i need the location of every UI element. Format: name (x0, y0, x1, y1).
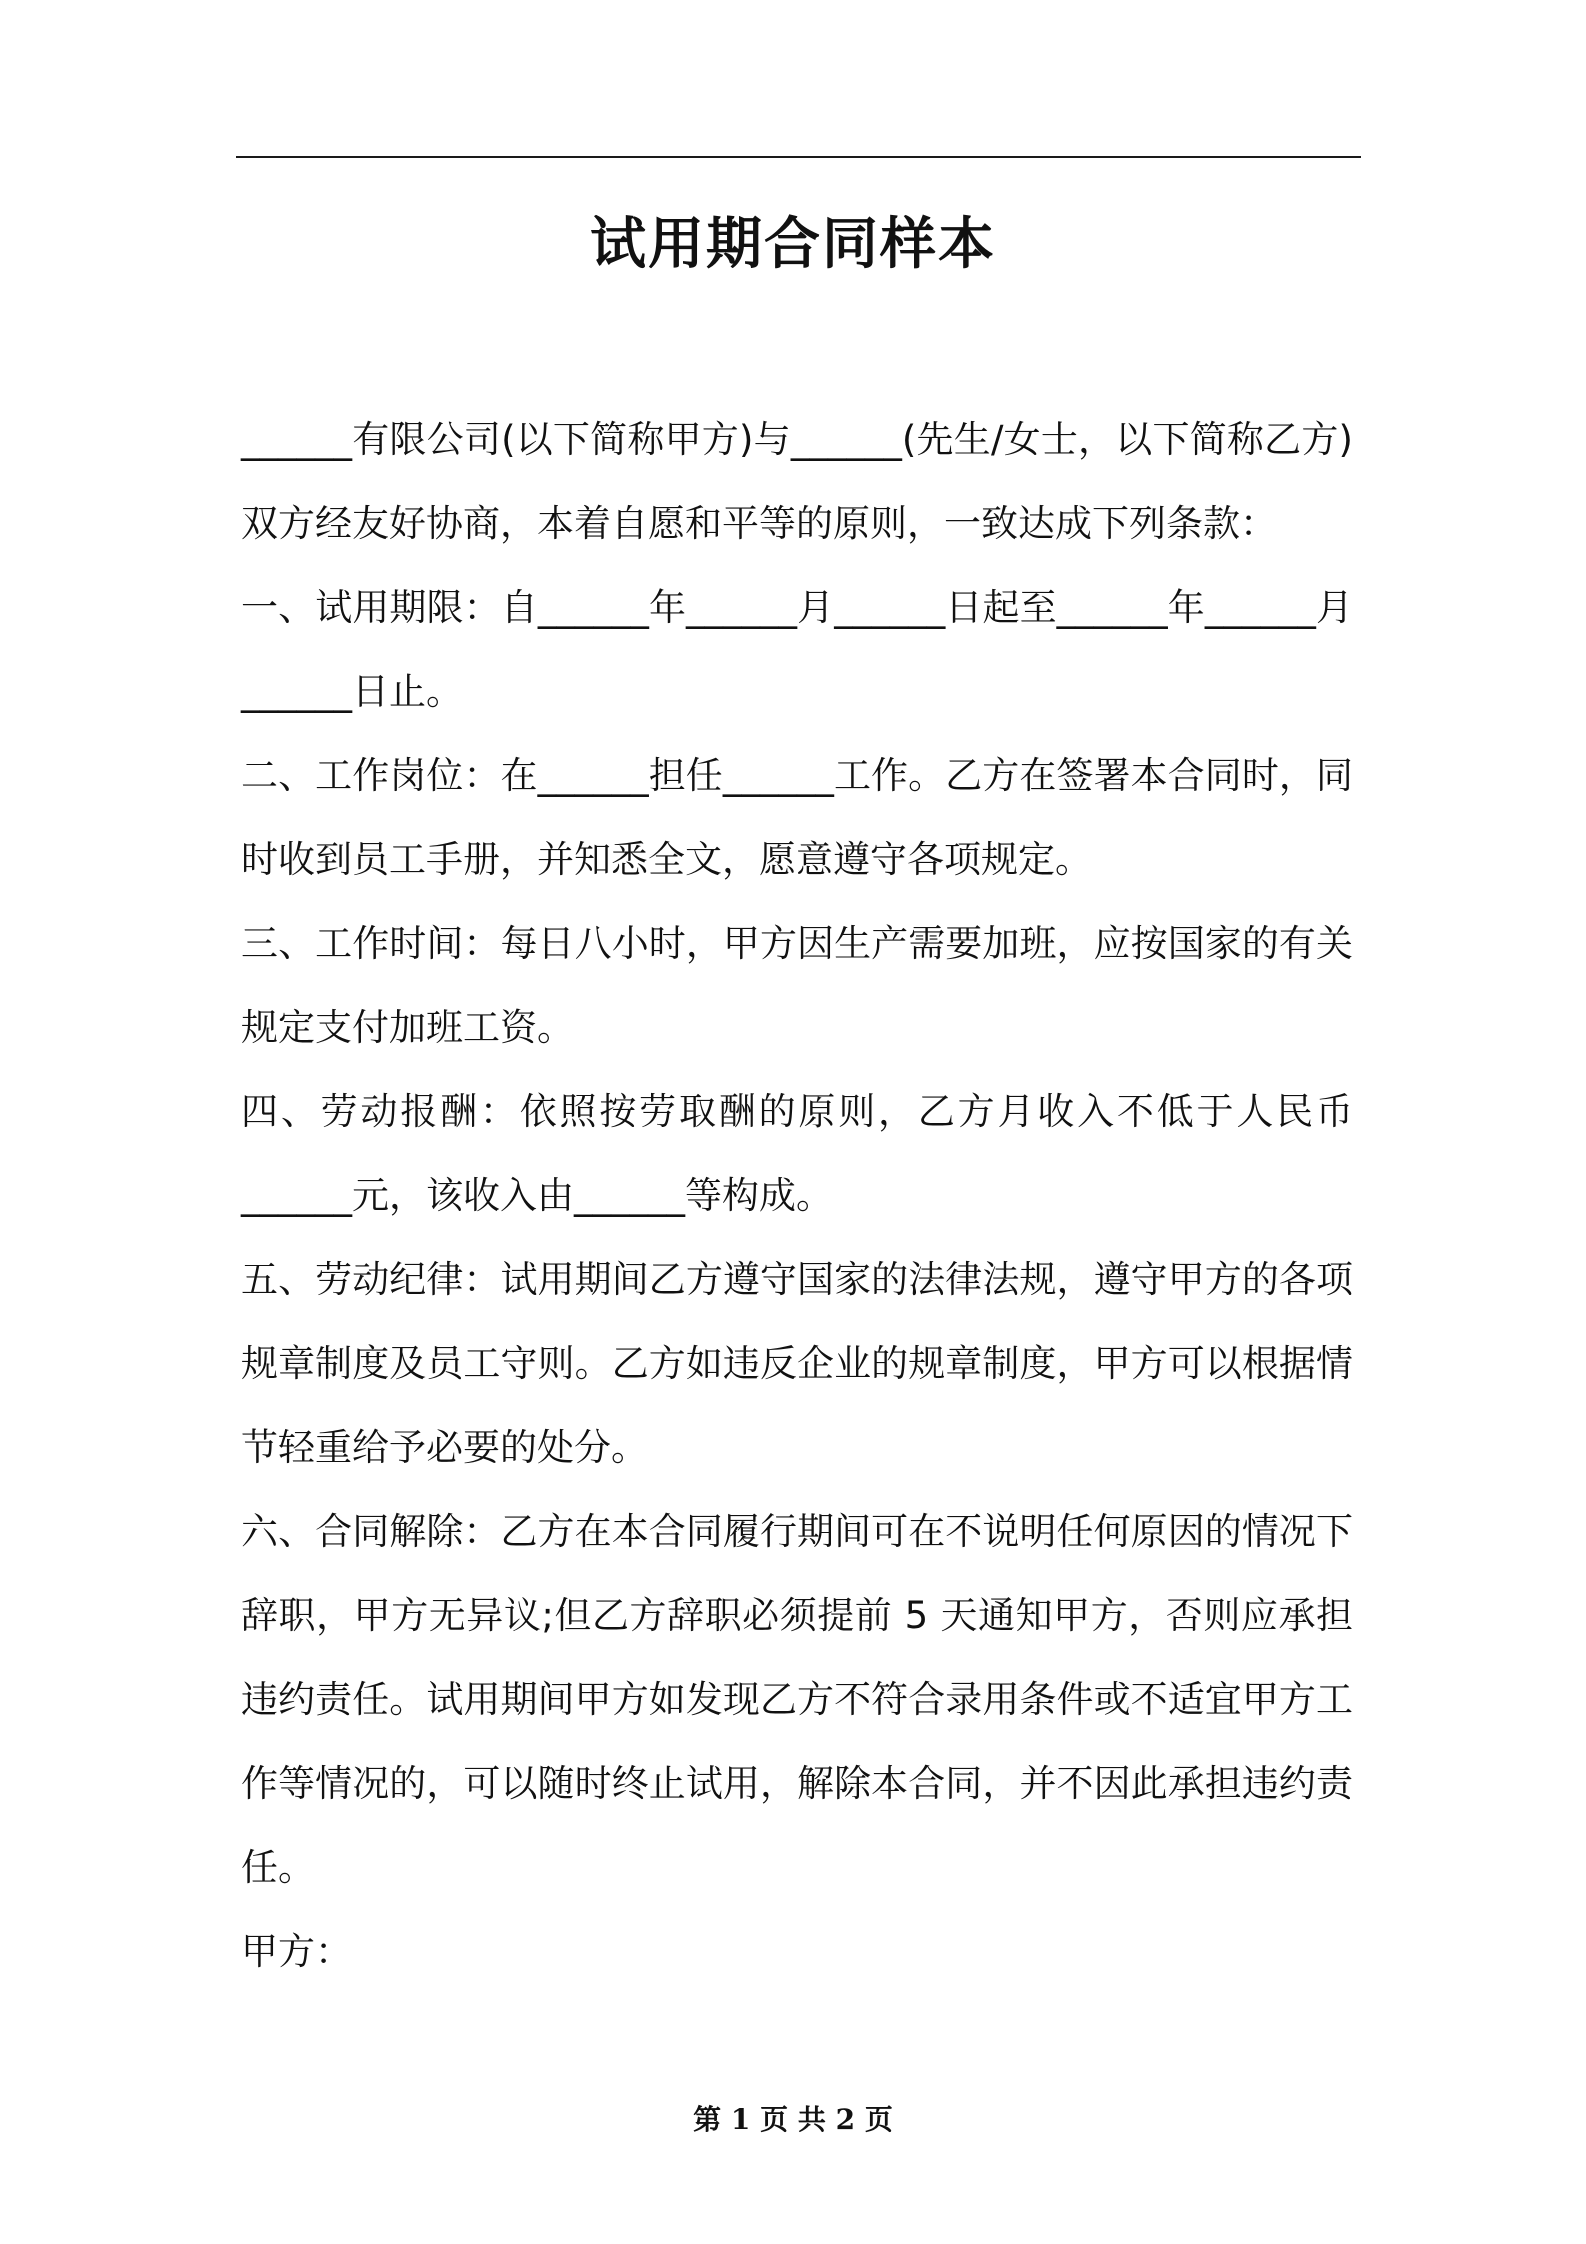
clause-contract-termination: 六、合同解除：乙方在本合同履行期间可在不说明任何原因的情况下辞职，甲方无异议;但乙方辞职必须提前 5 天通知甲方，否则应承担违约责任。试用期间甲方如发现乙方不符合录用条件或不适宜甲方工作等情况的，可以随时终止试用，解除本合同，并不因此承担违约责任。 (241, 1510, 1353, 1889)
document-body (241, 398, 1353, 1994)
header-rule (236, 156, 1361, 158)
clause-work-position: 二、工作岗位：在______担任______工作。乙方在签署本合同时，同时收到员工手册，并知悉全文，愿意遵守各项规定。 (241, 754, 1353, 881)
party-a-signature-label: 甲方： (241, 1930, 352, 1973)
page-number-footer: 第 1 页 共 2 页 (693, 2103, 893, 2136)
clause-labor-discipline: 五、劳动纪律：试用期间乙方遵守国家的法律法规，遵守甲方的各项规章制度及员工守则。乙方如违反企业的规章制度，甲方可以根据情节轻重给予必要的处分。 (241, 1258, 1353, 1469)
clause-remuneration: 四、劳动报酬：依照按劳取酬的原则，乙方月收入不低于人民币______元，该收入由______等构成。 (241, 1090, 1353, 1217)
intro-paragraph: ______有限公司(以下简称甲方)与______(先生/女士，以下简称乙方)双方经友好协商，本着自愿和平等的原则，一致达成下列条款： (241, 418, 1353, 545)
clause-working-hours: 三、工作时间：每日八小时，甲方因生产需要加班，应按国家的有关规定支付加班工资。 (241, 922, 1353, 1049)
document-title: 试用期合同样本 (590, 212, 996, 277)
clause-probation-period: 一、试用期限：自______年______月______日起至______年______月______日止。 (241, 586, 1353, 713)
